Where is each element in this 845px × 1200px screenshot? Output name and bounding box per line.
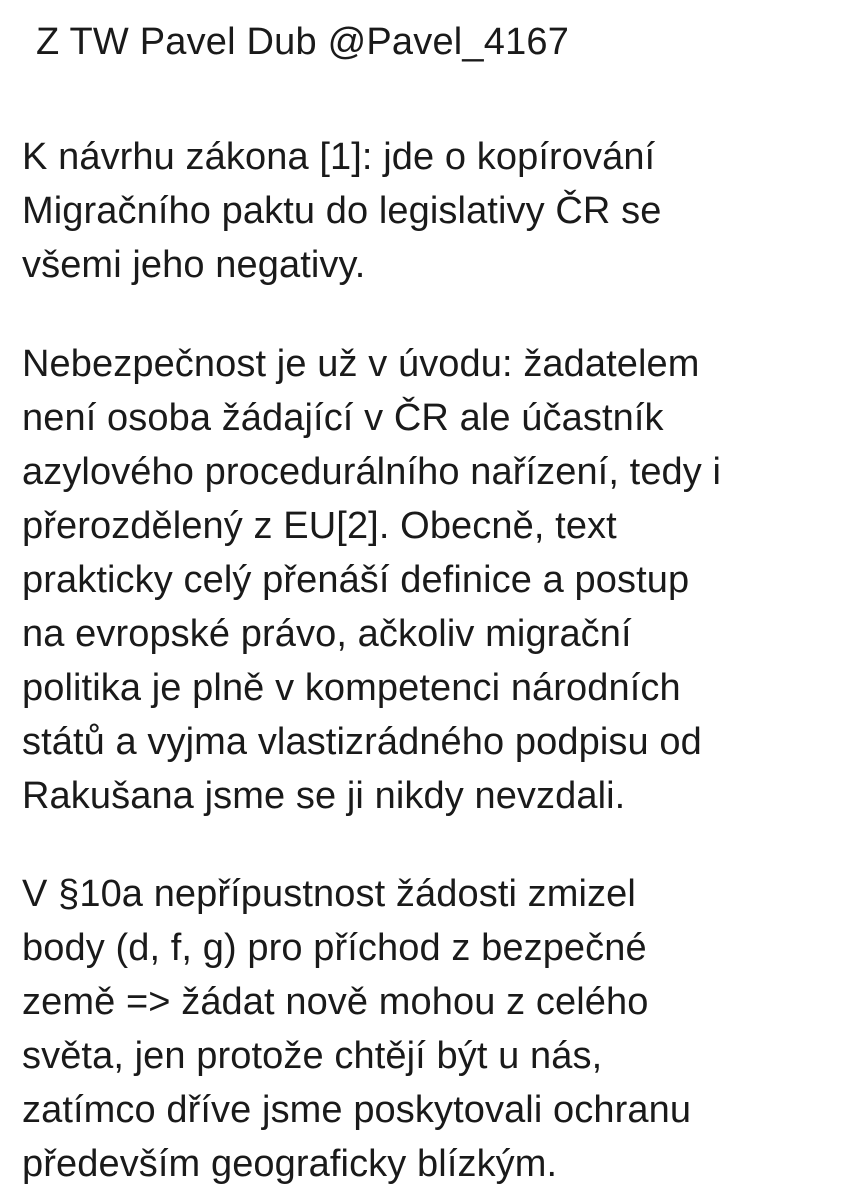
paragraph-line: Nebezpečnost je už v úvodu: žadatelem <box>22 343 700 385</box>
post-header: Z TW Pavel Dub @Pavel_4167 <box>36 21 570 63</box>
paragraph-line: není osoba žádající v ČR ale účastník <box>22 397 664 439</box>
paragraph-line: K návrhu zákona [1]: jde o kopírování <box>22 136 656 178</box>
paragraph-line: azylového procedurálního nařízení, tedy i <box>22 451 722 493</box>
paragraph-line: prakticky celý přenáší definice a postup <box>22 559 690 601</box>
paragraph-line: především geograficky blízkým. <box>22 1143 558 1185</box>
paragraph-3 <box>22 867 691 1191</box>
paragraph-line: body (d, f, g) pro příchod z bezpečné <box>22 927 647 969</box>
paragraph-line: V §10a nepřípustnost žádosti zmizel <box>22 873 636 915</box>
paragraph-line: zatímco dříve jsme poskytovali ochranu <box>22 1089 692 1131</box>
paragraph-line: na evropské právo, ačkoliv migrační <box>22 613 632 655</box>
paragraph-line: Migračního paktu do legislativy ČR se <box>22 190 662 232</box>
paragraph-2 <box>22 337 721 823</box>
paragraph-line: přerozdělený z EU[2]. Obecně, text <box>22 505 617 547</box>
paragraph-1 <box>22 130 661 292</box>
paragraph-line: států a vyjma vlastizrádného podpisu od <box>22 721 702 763</box>
paragraph-line: Rakušana jsme se ji nikdy nevzdali. <box>22 775 626 817</box>
paragraph-line: světa, jen protože chtějí být u nás, <box>22 1035 603 1077</box>
paragraph-line: všemi jeho negativy. <box>22 244 366 286</box>
paragraph-line: země => žádat nově mohou z celého <box>22 981 649 1023</box>
paragraph-line: politika je plně v kompetenci národních <box>22 667 681 709</box>
